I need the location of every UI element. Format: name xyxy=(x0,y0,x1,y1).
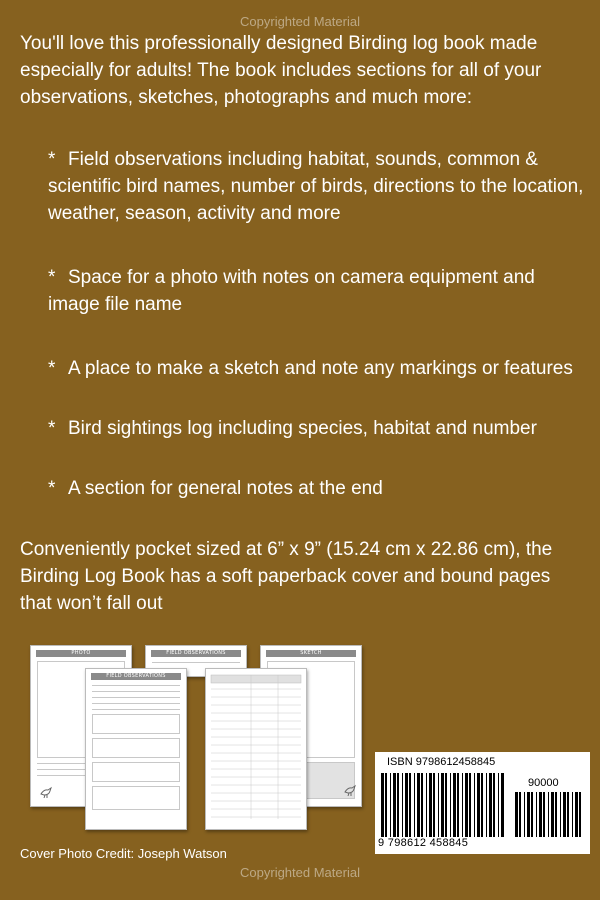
thumb-box xyxy=(92,786,180,810)
photo-page-title: PHOTO xyxy=(36,650,126,657)
bullet-text: Bird sightings log including species, habitat and number xyxy=(68,418,537,439)
field-observations-page-thumbnail xyxy=(85,668,187,830)
isbn-digits: 9 798612 458845 xyxy=(378,837,469,849)
price-barcode-bars xyxy=(515,792,583,837)
bullet-marker: * xyxy=(48,478,56,499)
thumb-line xyxy=(92,685,180,686)
isbn-barcode xyxy=(375,752,590,854)
bullet-item xyxy=(48,415,588,442)
bullet-marker: * xyxy=(48,267,56,288)
bird-icon xyxy=(39,786,53,798)
bullet-item xyxy=(48,264,588,318)
bullet-marker: * xyxy=(48,358,56,379)
bird-icon xyxy=(343,784,357,796)
thumb-box xyxy=(92,762,180,782)
thumb-line xyxy=(92,691,180,692)
bullet-marker: * xyxy=(48,418,56,439)
sightings-log-grid xyxy=(206,669,306,829)
thumb-line xyxy=(92,703,180,704)
sightings-log-page-thumbnail xyxy=(205,668,307,830)
field-observations-back-title: FIELD OBSERVATIONS xyxy=(151,650,241,657)
field-observations-title: FIELD OBSERVATIONS xyxy=(91,673,181,680)
bullet-text: A place to make a sketch and note any markings or features xyxy=(68,358,573,379)
price-code: 90000 xyxy=(528,777,559,789)
thumb-line xyxy=(92,697,180,698)
bullet-text: A section for general notes at the end xyxy=(68,478,383,499)
bullet-text: Field observations including habitat, sounds, common & scientific bird names, number of birds, directions to the location, weather, season, activity and more xyxy=(48,149,584,224)
thumb-line xyxy=(92,709,180,710)
thumb-line xyxy=(152,662,240,663)
cover-photo-credit: Cover Photo Credit: Joseph Watson xyxy=(20,846,227,861)
bullet-text: Space for a photo with notes on camera equipment and image file name xyxy=(48,267,535,315)
sketch-page-title: SKETCH xyxy=(266,650,356,657)
watermark-top: Copyrighted Material xyxy=(240,14,360,29)
bullet-item xyxy=(48,146,588,227)
intro-paragraph: You'll love this professionally designed Birding log book made especially for adults! The book includes sections for all of your observations, sketches, photographs and much more: xyxy=(20,33,542,108)
bullet-item xyxy=(48,355,588,382)
bullet-item xyxy=(48,475,588,502)
isbn-label: ISBN 9798612458845 xyxy=(387,756,496,768)
bullet-marker: * xyxy=(48,149,56,170)
thumb-box xyxy=(92,738,180,758)
closing-paragraph: Conveniently pocket sized at 6” x 9” (15.24 cm x 22.86 cm), the Birding Log Book has a soft paperback cover and bound pages that won’t fall out xyxy=(20,539,553,614)
thumb-box xyxy=(92,714,180,734)
barcode-bars xyxy=(381,773,505,837)
watermark-bottom: Copyrighted Material xyxy=(240,865,360,880)
